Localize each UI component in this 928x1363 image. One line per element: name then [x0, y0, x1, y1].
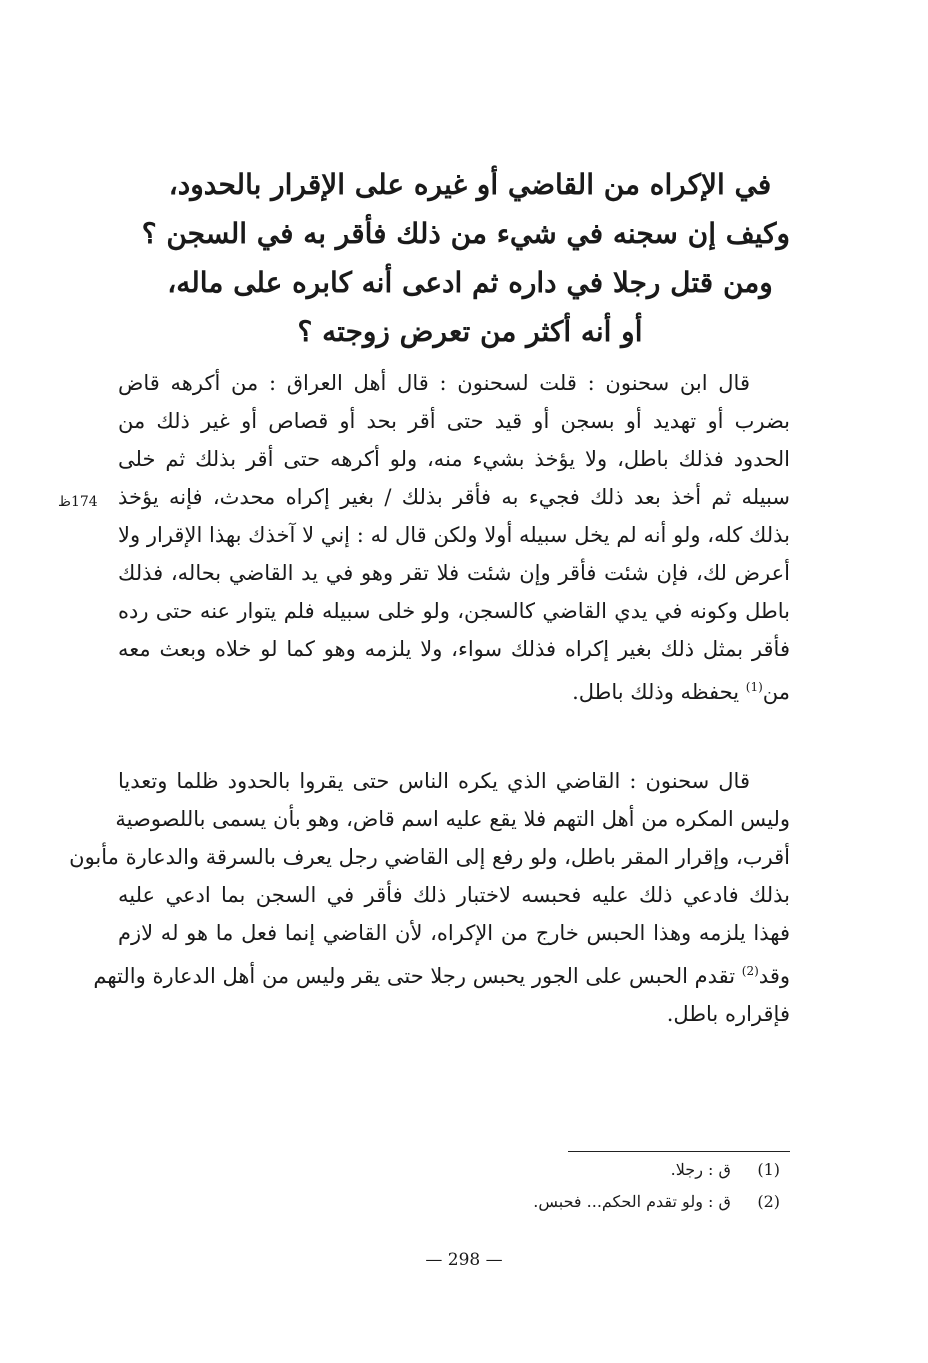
- text-line: قال سحنون : القاضي الذي يكره الناس حتى يقروا بالحدود ظلما وتعديا: [118, 769, 750, 793]
- folio-margin-note: 174ظ: [58, 494, 98, 510]
- text-line: بذلك كله، ولو أنه لم يخل سبيله أولا ولكن قال له : إني لا آخذك بهذا الإقرار ولا: [118, 523, 790, 547]
- heading-line: وكيف إن سجنه في شيء من ذلك فأقر به في السجن ؟: [141, 217, 790, 250]
- text-line: وليس المكره من أهل التهم فلا يقع عليه اسم قاض، وهو بأن يسمى باللصوصية: [115, 807, 790, 831]
- text-fragment: وقد: [758, 964, 790, 988]
- text-line: بضرب أو تهديد أو بسجن أو قيد حتى أقر بحد أو قصاص أو غير ذلك من: [118, 409, 790, 433]
- text-line: فهذا يلزمه وهذا الحبس خارج من الإكراه، لأن القاضي إنما فعل ما هو له لازم: [118, 921, 790, 945]
- text-line: [118, 668, 790, 711]
- text-line: فإقراره باطل.: [666, 1002, 790, 1026]
- text-fragment: من: [762, 680, 790, 704]
- text-line: فأقر بمثل ذلك بغير إكراه فذلك سواء، ولا يلزمه وهو كما لو خلاه وبعث معه: [118, 637, 790, 661]
- text-line: قال ابن سحنون : قلت لسحنون : قال أهل العراق : من أكرهه قاض: [118, 371, 750, 395]
- text-fragment: تقدم الحبس على الجور يحبس رجلا حتى يقر وليس من أهل الدعارة والتهم: [93, 964, 742, 988]
- footnote-text: ق : ولو تقدم الحكم... فحبس.: [533, 1192, 731, 1211]
- heading-line: في الإكراه من القاضي أو غيره على الإقرار بالحدود،: [168, 168, 772, 201]
- heading-line: ومن قتل رجلا في داره ثم ادعى أنه كابره على ماله،: [167, 266, 773, 299]
- text-line: الحدود فذلك باطل، ولا يؤخذ بشيء منه، ولو أكرهه حتى أقر بذلك ثم خلى: [118, 447, 790, 471]
- chapter-heading: [141, 160, 790, 356]
- footnote-number: (1): [757, 1160, 780, 1179]
- footnote-2: [533, 1192, 780, 1211]
- text-line: باطل وكونه في يدي القاضي كالسجن، ولو خلى سبيله فلم يتوار عنه حتى رده: [118, 599, 790, 623]
- text-line: سبيله ثم أخذ بعد ذلك فجيء به فأقر بذلك / بغير إكراه محدث، فإنه يؤخذ: [118, 485, 790, 509]
- paragraph-1: [118, 364, 790, 711]
- footnote-text: ق : رجلا.: [670, 1160, 731, 1179]
- heading-line: أو أنه أكثر من تعرض زوجته ؟: [297, 315, 643, 348]
- text-line: أقرب، وإقرار المقر باطل، ولو رفع إلى القاضي رجل يعرف بالسرقة والدعارة مأبون: [69, 845, 790, 869]
- footnote-1: [671, 1160, 780, 1179]
- page-number: — 298 —: [425, 1250, 503, 1270]
- text-line: بذلك فادعي ذلك عليه فحبسه لاختبار ذلك فأقر في السجن بما ادعي عليه: [118, 883, 790, 907]
- footnote-ref-2[interactable]: (2): [741, 964, 759, 978]
- footnote-number: (2): [757, 1192, 780, 1211]
- paragraph-2: [69, 762, 790, 1033]
- footnote-ref-1[interactable]: (1): [745, 680, 763, 694]
- text-line: [93, 952, 790, 995]
- footnote-separator: [568, 1151, 790, 1152]
- text-line: أعرض لك، فإن شئت فأقر وإن شئت فلا تقر وهو في يد القاضي بحاله، فذلك: [118, 561, 790, 585]
- text-fragment: يحفظه وذلك باطل.: [572, 680, 746, 704]
